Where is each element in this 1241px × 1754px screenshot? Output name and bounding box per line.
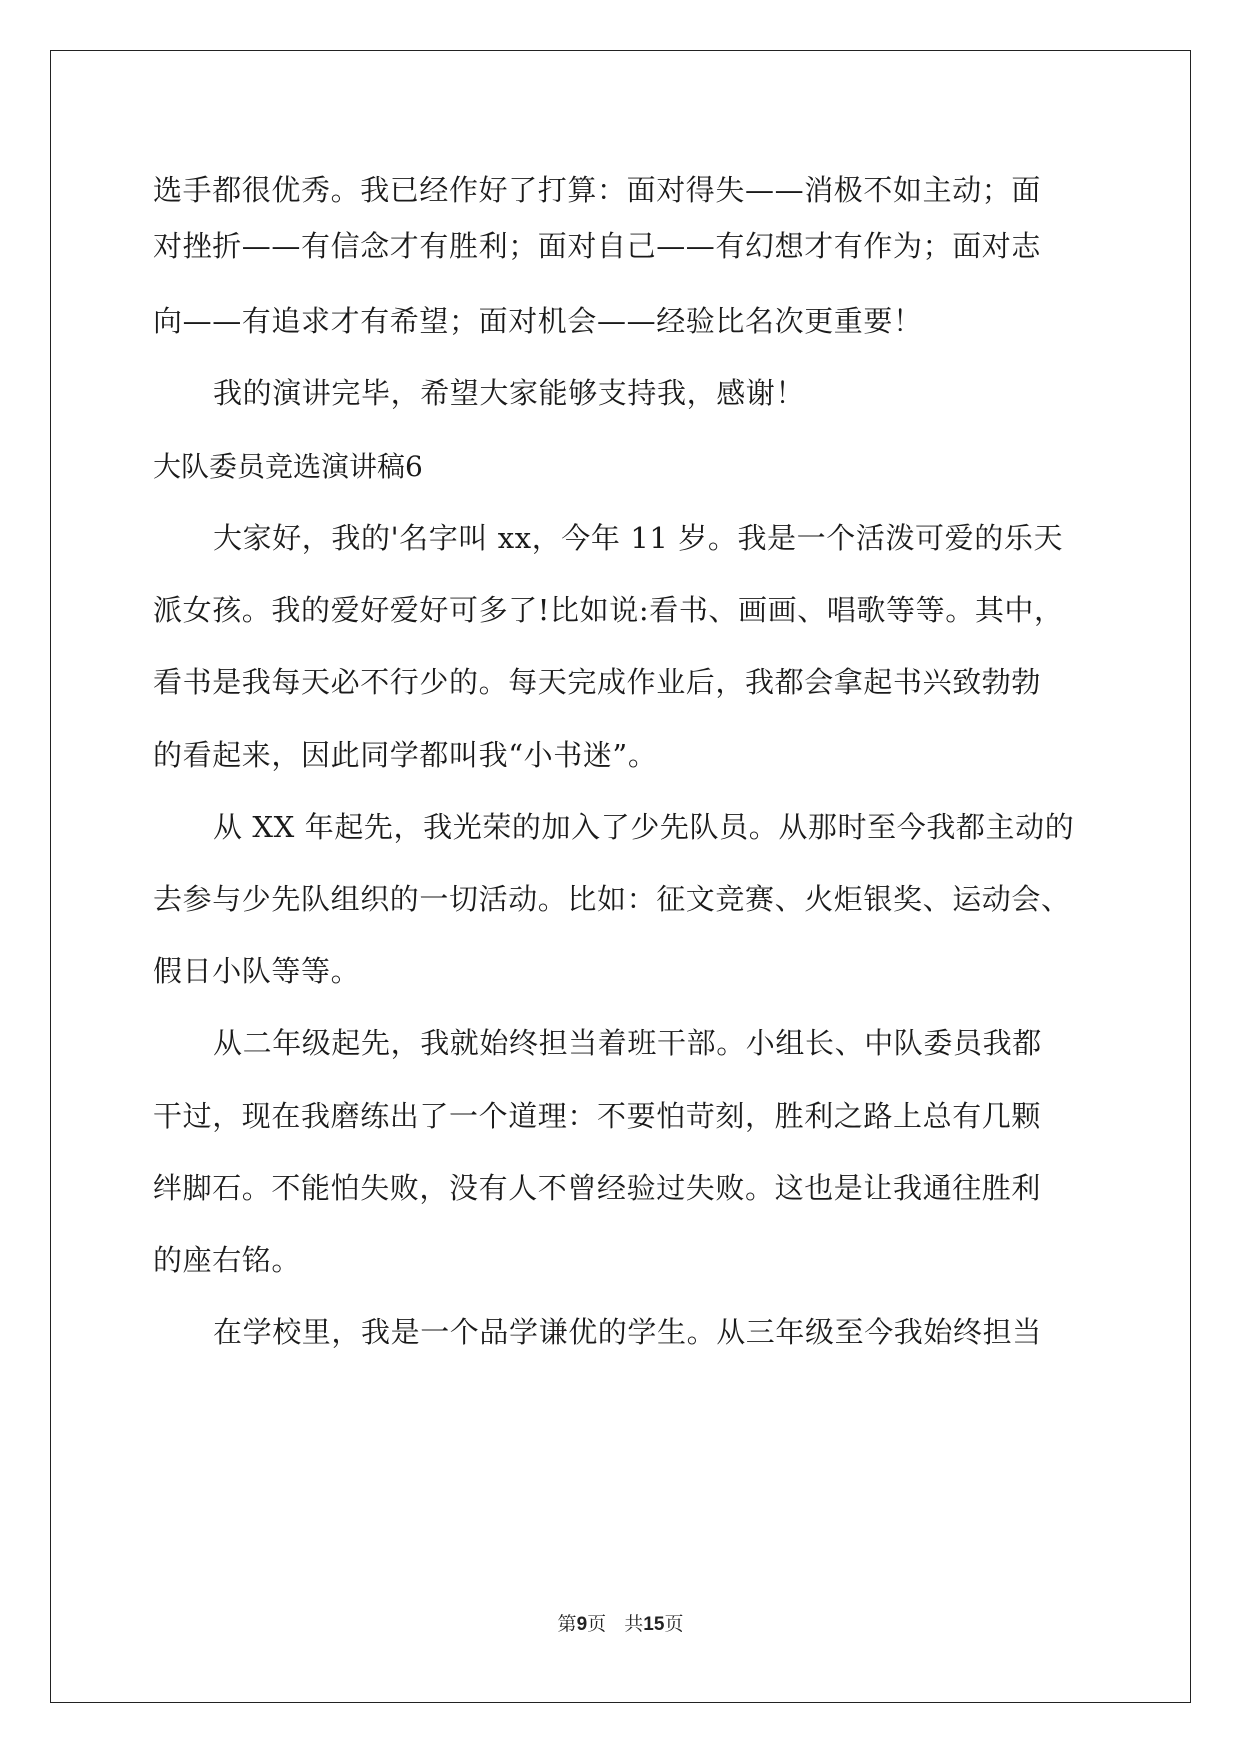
body-line: 向——有追求才有希望；面对机会——经验比名次更重要！ [153,304,923,338]
body-line: 选手都很优秀。我已经作好了打算：面对得失——消极不如主动；面 [153,173,1042,207]
body-line: 派女孩。我的爱好爱好可多了!比如说:看书、画画、唱歌等等。其中， [153,593,1064,627]
body-line: 大家好，我的'名字叫 xx，今年 11 岁。我是一个活泼可爱的乐天 [213,521,1064,555]
body-line: 我的演讲完毕，希望大家能够支持我，感谢！ [213,376,806,410]
section-heading: 大队委员竞选演讲稿6 [153,450,423,483]
page-number: 9 [576,1614,588,1635]
body-line: 在学校里，我是一个品学谦优的学生。从三年级至今我始终担当 [213,1315,1042,1349]
body-line: 去参与少先队组织的一切活动。比如：征文竞赛、火炬银奖、运动会、 [153,882,1071,916]
total-prefix: 共 [624,1613,644,1635]
body-line: 从 XX 年起先，我光荣的加入了少先队员。从那时至今我都主动的 [213,810,1075,844]
body-line: 绊脚石。不能怕失败，没有人不曾经验过失败。这也是让我通往胜利 [153,1171,1042,1205]
total-pages: 15 [643,1614,665,1635]
page-border [50,50,1191,1703]
total-suffix: 页 [664,1613,684,1635]
body-line: 看书是我每天必不行少的。每天完成作业后，我都会拿起书兴致勃勃 [153,665,1042,699]
page-prefix: 第 [557,1613,577,1635]
body-line: 的看起来，因此同学都叫我“小书迷”。 [153,738,658,772]
body-line: 对挫折——有信念才有胜利；面对自己——有幻想才有作为；面对志 [153,229,1042,263]
page-footer [0,1612,1241,1637]
page-suffix: 页 [587,1613,607,1635]
body-line: 干过，现在我磨练出了一个道理：不要怕苛刻，胜利之路上总有几颗 [153,1099,1042,1133]
body-line: 的座右铭。 [153,1243,302,1277]
body-line: 从二年级起先，我就始终担当着班干部。小组长、中队委员我都 [213,1026,1042,1060]
body-line: 假日小队等等。 [153,954,361,988]
